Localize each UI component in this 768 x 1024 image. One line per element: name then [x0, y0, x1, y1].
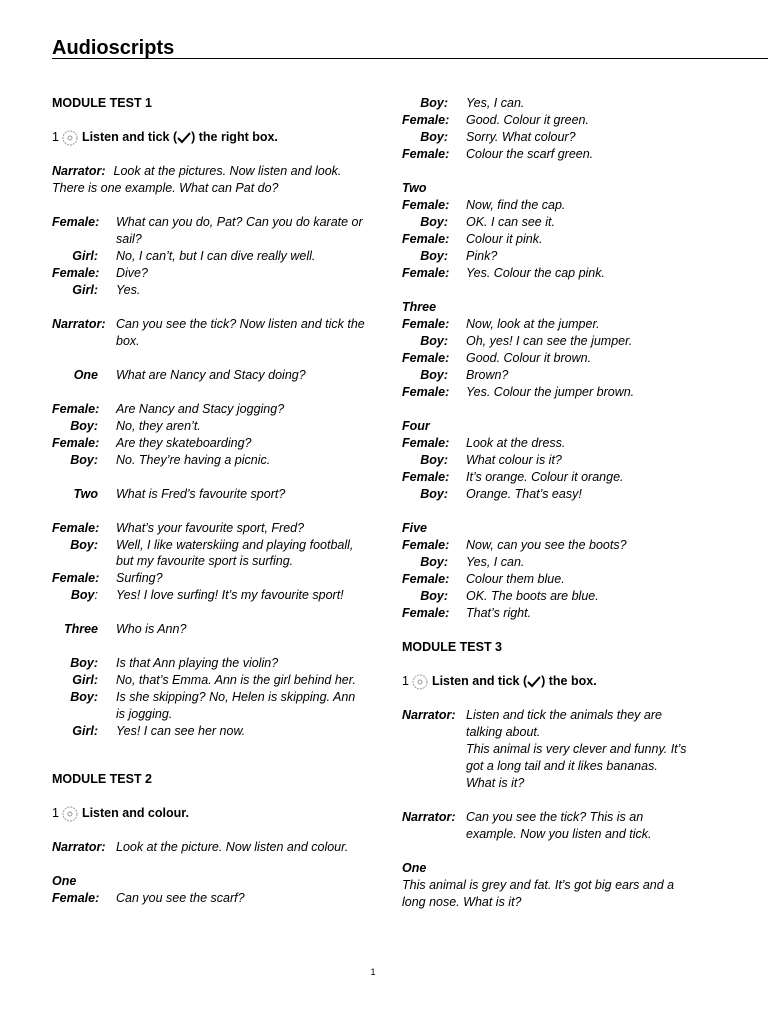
speaker-label: Female:: [402, 147, 450, 161]
dialogue-line: [402, 486, 702, 503]
speaker-label: Female:: [402, 351, 450, 365]
dialogue-line: [52, 689, 382, 706]
line-text: OK. I can see it.: [466, 215, 555, 229]
line-text: talking about.: [466, 725, 541, 739]
line-text: Yes! I love surfing! It’s my favourite sport!: [116, 588, 344, 602]
dialogue-line: [52, 214, 382, 231]
speaker-colon: :: [94, 588, 98, 602]
tick-icon: [177, 132, 191, 144]
subheading-two: Two: [402, 181, 427, 195]
mt2-instruction: [52, 805, 382, 822]
line-text: Orange. That’s easy!: [466, 487, 582, 501]
dialogue-line: [402, 469, 702, 486]
speaker-label: Female:: [402, 436, 450, 450]
speaker-label: Girl:: [72, 283, 98, 297]
line-text: Yes. Colour the jumper brown.: [466, 385, 635, 399]
instruction-text-a: Listen and tick (: [431, 674, 528, 688]
line-text: Now, can you see the boots?: [466, 538, 627, 552]
line-text: Colour it pink.: [466, 232, 543, 246]
dialogue-line: [52, 537, 382, 554]
speaker-label: Female:: [52, 215, 100, 229]
dialogue-line: [52, 890, 382, 907]
line-text: Can you see the scarf?: [116, 891, 245, 905]
line-text: Yes, I can.: [466, 555, 525, 569]
dialogue-line: [52, 452, 382, 469]
dialogue-line: [52, 520, 382, 537]
line-text: Can you see the tick? Now listen and tick the: [116, 317, 365, 331]
dialogue-line: [52, 316, 382, 333]
line-text: Yes. Colour the cap pink.: [466, 266, 605, 280]
line-text: Surfing?: [116, 571, 163, 585]
speaker-name: Boy: [70, 588, 95, 602]
dialogue-line: [402, 537, 702, 554]
question-line: [52, 486, 382, 503]
speaker-label: Boy:: [420, 368, 448, 382]
line-text: Pink?: [466, 249, 498, 263]
speaker-label: Narrator:: [402, 810, 456, 824]
dialogue-line: [52, 265, 382, 282]
dialogue-line: [52, 839, 382, 856]
speaker-label: Female:: [52, 436, 100, 450]
line-text: Yes! I can see her now.: [116, 724, 246, 738]
line-text: Look at the picture. Now listen and colour.: [116, 840, 349, 854]
line-text: Look at the dress.: [466, 436, 566, 450]
speaker-label: Female:: [402, 385, 450, 399]
instruction-text-b: ) the box.: [541, 674, 597, 688]
dialogue-line: [52, 401, 382, 418]
dialogue-line: [402, 435, 702, 452]
line-text: No, that’s Emma. Ann is the girl behind her.: [116, 673, 356, 687]
speaker-label: Narrator:: [52, 164, 106, 178]
line-text: OK. The boots are blue.: [466, 589, 599, 603]
dialogue-line: [402, 231, 702, 248]
line-text: This animal is very clever and funny. It’s: [466, 742, 687, 756]
cd-icon: [62, 130, 78, 146]
question-line: [52, 621, 382, 638]
speaker-label: Female:: [52, 402, 100, 416]
speaker-label: Boy:: [420, 130, 448, 144]
line-text: It’s orange. Colour it orange.: [466, 470, 624, 484]
speaker-label: Boy:: [420, 215, 448, 229]
dialogue-line: [402, 112, 702, 129]
dialogue-line: [52, 655, 382, 672]
dialogue-line: [52, 570, 382, 587]
mt3-instruction: [402, 673, 702, 690]
instruction-number: 1: [402, 674, 409, 688]
line-text: is jogging.: [116, 707, 173, 721]
question-line: [52, 367, 382, 384]
instruction-number: 1: [52, 130, 59, 144]
dialogue-line: [402, 588, 702, 605]
speaker-label: Narrator:: [52, 317, 106, 331]
line-text: Who is Ann?: [116, 622, 187, 636]
speaker-label: Female:: [402, 232, 450, 246]
speaker-label: Boy:: [70, 690, 98, 704]
dialogue-line: [52, 587, 382, 604]
speaker-label: Female:: [52, 571, 100, 585]
line-text: Are Nancy and Stacy jogging?: [116, 402, 285, 416]
line-text: Sorry. What colour?: [466, 130, 576, 144]
speaker-label: Boy:: [70, 538, 98, 552]
line-text: Yes, I can.: [466, 96, 525, 110]
narrator-line: [52, 163, 382, 180]
tick-icon: [527, 676, 541, 688]
speaker-label: Boy:: [420, 453, 448, 467]
line-text: Well, I like waterskiing and playing football,: [116, 538, 354, 552]
title-rule: [52, 58, 768, 59]
instruction-text: Listen and colour.: [81, 806, 189, 820]
speaker-label: Female:: [52, 891, 100, 905]
dialogue-line: [402, 214, 702, 231]
mt1-instruction: [52, 129, 382, 146]
line-text: What is it?: [466, 776, 525, 790]
cd-icon: [62, 806, 78, 822]
dialogue-line: [402, 452, 702, 469]
line-text: Good. Colour it brown.: [466, 351, 592, 365]
line-text: Can you see the tick? This is an: [466, 810, 644, 824]
dialogue-line: [402, 384, 702, 401]
line-text: That’s right.: [466, 606, 532, 620]
line-text: Is she skipping? No, Helen is skipping. Ann: [116, 690, 356, 704]
line-text: Brown?: [466, 368, 509, 382]
right-column: [402, 95, 702, 911]
line-text: What can you do, Pat? Can you do karate or: [116, 215, 363, 229]
speaker-label: Female:: [402, 572, 450, 586]
speaker-label: Female:: [402, 198, 450, 212]
page-title: Audioscripts: [52, 37, 175, 59]
line-text: This animal is grey and fat. It’s got big ears and a: [402, 878, 675, 892]
instruction-text-a: Listen and tick (: [81, 130, 178, 144]
dialogue-line: [52, 723, 382, 740]
speaker-label: [52, 587, 116, 604]
speaker-label: Narrator:: [402, 708, 456, 722]
line-text: Are they skateboarding?: [116, 436, 252, 450]
speaker-label: Female:: [402, 606, 450, 620]
left-column: [52, 95, 382, 907]
speaker-label: Boy:: [70, 453, 98, 467]
line-text: long nose. What is it?: [402, 895, 522, 909]
line-text: box.: [116, 334, 140, 348]
dialogue-line: [402, 707, 702, 724]
line-text: Oh, yes! I can see the jumper.: [466, 334, 633, 348]
dialogue-line: [52, 435, 382, 452]
module-test-2-heading: MODULE TEST 2: [52, 772, 153, 786]
line-text: Good. Colour it green.: [466, 113, 589, 127]
subheading-four: Four: [402, 419, 430, 433]
line-text: Now, find the cap.: [466, 198, 566, 212]
dialogue-line: [402, 554, 702, 571]
line-text: sail?: [116, 232, 142, 246]
subheading-five: Five: [402, 521, 428, 535]
module-test-3-heading: MODULE TEST 3: [402, 640, 503, 654]
dialogue-line: [52, 418, 382, 435]
speaker-label: Girl:: [72, 673, 98, 687]
instruction-number: 1: [52, 806, 59, 820]
question-number: Two: [73, 487, 98, 501]
dialogue-line: [402, 571, 702, 588]
dialogue-line: [402, 146, 702, 163]
speaker-label: Boy:: [420, 555, 448, 569]
dialogue-line: [402, 350, 702, 367]
instruction-text-b: ) the right box.: [191, 130, 278, 144]
speaker-label: Boy:: [420, 487, 448, 501]
speaker-label: Female:: [402, 266, 450, 280]
speaker-label: Female:: [402, 470, 450, 484]
cd-icon: [412, 674, 428, 690]
line-text: Listen and tick the animals they are: [466, 708, 662, 722]
line-text: What are Nancy and Stacy doing?: [116, 368, 306, 382]
line-text: What is Fred’s favourite sport?: [116, 487, 286, 501]
dialogue-line: [402, 197, 702, 214]
line-text: Colour the scarf green.: [466, 147, 594, 161]
line-text: No, I can’t, but I can dive really well.: [116, 249, 316, 263]
page-number: 1: [370, 967, 376, 977]
dialogue-line: [52, 282, 382, 299]
subheading-one: One: [402, 861, 427, 875]
dialogue-line: [52, 672, 382, 689]
speaker-label: Female:: [402, 538, 450, 552]
speaker-label: Female:: [402, 113, 450, 127]
speaker-label: Boy:: [420, 334, 448, 348]
line-text: There is one example. What can Pat do?: [52, 181, 279, 195]
dialogue-line: [402, 129, 702, 146]
subheading-three: Three: [402, 300, 437, 314]
dialogue-line: [52, 248, 382, 265]
speaker-label: Girl:: [72, 249, 98, 263]
speaker-label: Boy:: [420, 589, 448, 603]
question-number: One: [73, 368, 98, 382]
line-text: What colour is it?: [466, 453, 562, 467]
dialogue-line: [402, 333, 702, 350]
dialogue-line: [402, 316, 702, 333]
speaker-label: Narrator:: [52, 840, 106, 854]
speaker-label: Boy:: [420, 96, 448, 110]
line-text: got a long tail and it likes bananas.: [466, 759, 658, 773]
line-text: Dive?: [116, 266, 148, 280]
dialogue-line: [402, 265, 702, 282]
speaker-label: Boy:: [70, 419, 98, 433]
subheading-one: One: [52, 874, 77, 888]
line-text: Look at the pictures. Now listen and look.: [113, 164, 342, 178]
line-text: No. They’re having a picnic.: [116, 453, 271, 467]
dialogue-line: [402, 605, 702, 622]
line-text: example. Now you listen and tick.: [466, 827, 652, 841]
speaker-label: Female:: [52, 266, 100, 280]
line-text: What’s your favourite sport, Fred?: [116, 521, 305, 535]
line-text: but my favourite sport is surfing.: [116, 554, 294, 568]
line-text: No, they aren’t.: [116, 419, 201, 433]
line-text: Yes.: [116, 283, 141, 297]
dialogue-line: [402, 95, 702, 112]
module-test-1-heading: MODULE TEST 1: [52, 96, 153, 110]
speaker-label: Boy:: [420, 249, 448, 263]
speaker-label: Boy:: [70, 656, 98, 670]
speaker-label: Female:: [402, 317, 450, 331]
line-text: Now, look at the jumper.: [466, 317, 600, 331]
question-number: Three: [63, 622, 98, 636]
dialogue-line: [402, 248, 702, 265]
dialogue-line: [402, 809, 702, 826]
line-text: Colour them blue.: [466, 572, 565, 586]
dialogue-line: [402, 367, 702, 384]
speaker-label: Girl:: [72, 724, 98, 738]
speaker-label: Female:: [52, 521, 100, 535]
line-text: Is that Ann playing the violin?: [116, 656, 279, 670]
